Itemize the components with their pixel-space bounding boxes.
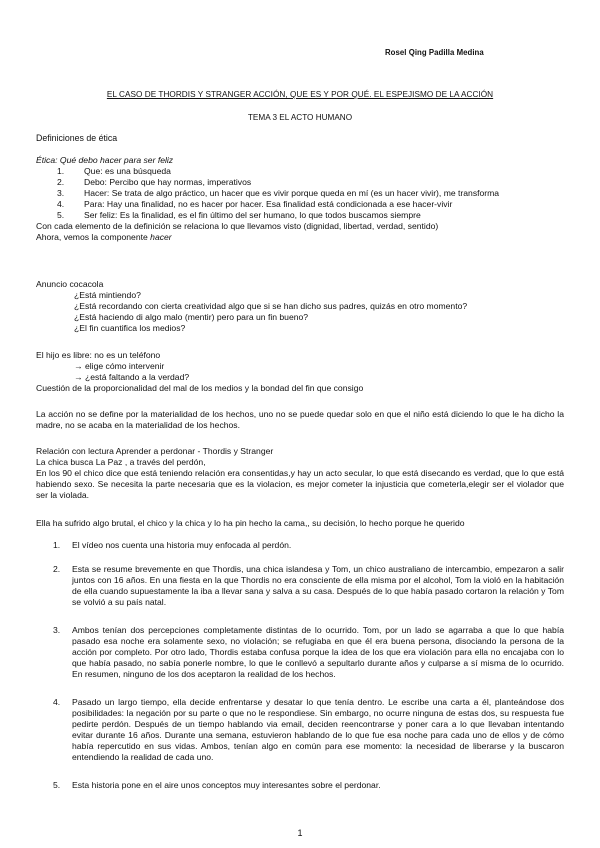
document-subtitle: TEMA 3 EL ACTO HUMANO	[247, 113, 353, 122]
ad-heading: Anuncio cocacola	[36, 279, 104, 289]
list-item: ¿Está mintiendo?	[74, 290, 141, 300]
relation-heading: Relación con lectura Aprender a perdonar - Thordis y Stranger	[36, 446, 274, 456]
list-item: ¿Está recordando con cierta creatividad algo que si se han dicho sus padres, quizás en otro momento?	[74, 301, 468, 311]
list-item: → elige cómo intervenir	[74, 361, 165, 371]
page-number: 1	[297, 828, 303, 838]
author-name: Rosel Qing Padilla Medina	[385, 48, 484, 57]
ad-block	[36, 279, 564, 334]
list-item: 1. El vídeo nos cuenta una historia muy enfocada al perdón.	[53, 540, 292, 550]
ethics-question: Ética: Qué debo hacer para ser feliz	[36, 155, 174, 165]
definition-note: Con cada elemento de la definición se relaciona lo que llevamos visto (dignidad, libertad, verdad, sentido)	[36, 221, 439, 231]
list-item: 3. Ambos tenían dos percepciones completamente distintas de lo ocurrido. Tom, por un lado se agarraba a que lo que había pasado esa noche era solamente sexo, no violación; se refugiaba en que él era buena persona, disociando la persona de la acción por completo. Por otro lado, Thordis estaba confusa porque la idea de los que era violación para ella no encajaba con lo que había pasado, no sabía ponerle nombre, lo que le conllevó a sepultarlo durante años y culparse a sí misma de lo ocurrido. En resumen, ninguno de los dos aceptaron la realidad de los hechos.	[53, 625, 564, 679]
list-item: 4. Pasado un largo tiempo, ella decide enfrentarse y desatar lo que tenía dentro. Le escribe una carta a él, planteándose dos posibilidades: la negación por su parte o que no le respondiese. Sin embargo, no ocurre ninguna de estas dos, su respuesta fue pedirte perdón. Después de un tiempo hablando via email, deciden reencontrarse y poner cara a lo que llevaban intentando evitar durante 16 años. Durante una semana, estuvieron hablando de lo que fue esa noche para cada uno de ellos y de cómo había repercutido en sus vidas. Ambos, tenían algo en común para ese momento: la necesidad de liberarse y la buscaron entendiendo la realidad de cada uno.	[53, 697, 564, 762]
son-block	[36, 350, 564, 394]
ethics-items-list	[36, 166, 576, 221]
list-item: 2. Debo: Percibo que hay normas, imperativos	[57, 177, 252, 187]
list-item: → ¿está faltando a la verdad?	[74, 372, 190, 382]
list-item: 3. Hacer: Se trata de algo práctico, un hacer que es vivir porque queda en mí (es un hacer vivir), me transforma	[57, 188, 500, 198]
relation-block	[36, 446, 564, 501]
ethics-definition-block	[36, 155, 576, 243]
definitions-heading: Definiciones de ética	[36, 133, 118, 143]
action-paragraph: La acción no se define por la materialidad de los hechos, uno no se puede quedar solo en que el niño está diciendo lo que le ha dicho la madre, no se acaba en la materialidad de los hechos.	[36, 409, 564, 430]
numbered-list	[36, 540, 564, 820]
list-item: ¿Está haciendo di algo malo (mentir) pero para un fin bueno?	[74, 312, 309, 322]
peace-line: La chica busca La Paz , a través del perdón,	[36, 457, 206, 467]
list-item: 2. Esta se resume brevemente en que Thordis, una chica islandesa y Tom, un chico australiano de intercambio, empezaron a salir juntos con 16 años. En una fiesta en la que Thordis no era consciente de ella misma por el alcohol, Tom la violó en la habitación de ella cuando supuestamente la iba a llevar sana y salva a su casa. Después de lo que había pasado cortaron la relación y Tom se volvió a su país natal.	[53, 564, 564, 607]
component-line: Ahora, vemos la componente hacer	[36, 232, 172, 242]
document-title: EL CASO DE THORDIS Y STRANGER ACCIÓN, QUE ES Y POR QUÉ. EL ESPEJISMO DE LA ACCIÓN	[106, 90, 494, 99]
list-item: 5. Ser feliz: Es la finalidad, es el fin último del ser humano, lo que todos buscamos siempre	[57, 210, 421, 220]
nineties-paragraph: En los 90 el chico dice que está teniendo relación era consentidas,y hay un acto secular, lo que está disecando es verdad, que lo que está habiendo sexo. Se necesita la parte necesaria que es la violacion, es mejor cometer la injusticia que cometerla,elegir ser el violador que ser la violada.	[36, 468, 564, 500]
list-item: 1. Que: es una búsqueda	[57, 166, 171, 176]
proportionality-line: Cuestión de la proporcionalidad del mal de los medios y la bondad del fin que consigo	[36, 383, 364, 393]
son-heading: El hijo es libre: no es un teléfono	[36, 350, 161, 360]
list-item: 5. Esta historia pone en el aire unos conceptos muy interesantes sobre el perdonar.	[53, 780, 381, 790]
list-item: ¿El fin cuantifica los medios?	[74, 323, 186, 333]
list-item: 4. Para: Hay una finalidad, no es hacer por hacer. Esa finalidad está condicionada a ese hacer-vivir	[57, 199, 453, 209]
suffered-line: Ella ha sufrido algo brutal, el chico y la chica y lo ha pin hecho la cama,, su decisión, lo hecho porque he querido	[36, 518, 465, 528]
